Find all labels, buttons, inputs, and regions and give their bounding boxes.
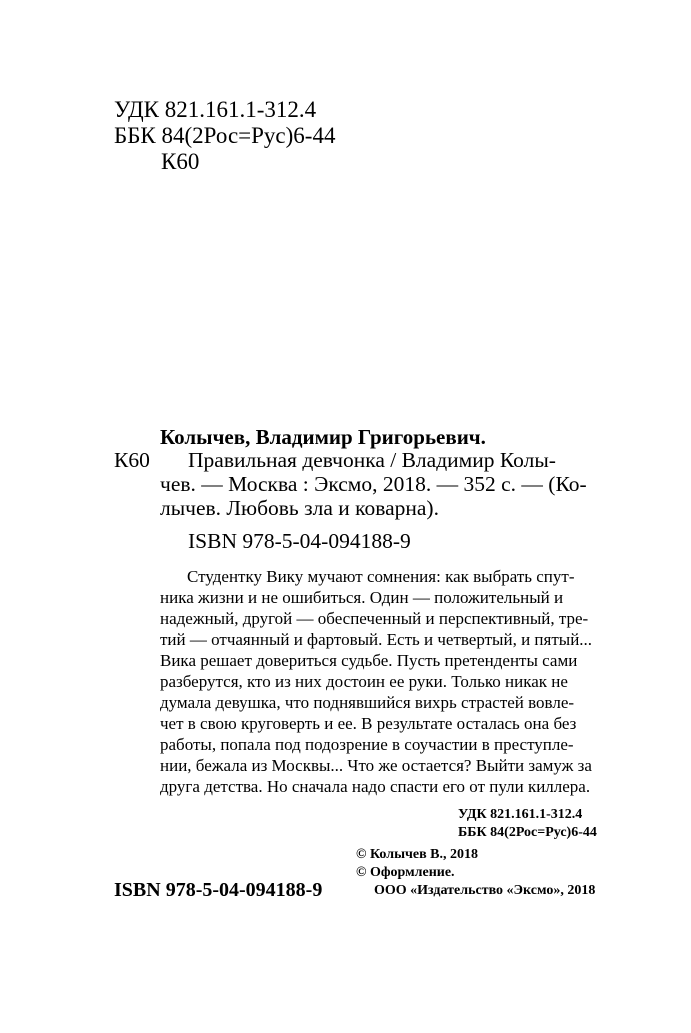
side-author-mark: К60	[114, 448, 150, 472]
annotation-line: Студентку Вику мучают сомнения: как выбрать спут-	[187, 567, 575, 586]
annotation-line: Вика решает довериться судьбе. Пусть претенденты сами	[160, 651, 578, 670]
udk-code-bottom: УДК 821.161.1-312.4	[458, 807, 583, 822]
annotation-line: работы, попала под подозрение в соучастии в преступле-	[160, 735, 574, 754]
bbk-code-bottom: ББК 84(2Рос=Рус)6-44	[458, 825, 597, 840]
annotation-line: думала девушка, что поднявшийся вихрь страстей вовле-	[160, 693, 575, 712]
annotation-line: друга детства. Но сначала надо спасти его от пули киллера.	[160, 777, 591, 796]
udk-code: УДК 821.161.1-312.4	[114, 97, 317, 122]
isbn-record: ISBN 978-5-04-094188-9	[188, 529, 411, 553]
biblio-line: чев. — Москва : Эксмо, 2018. — 352 с. — (Ко-	[160, 472, 587, 496]
annotation-line: чет в свою круговерть и ее. В результате осталась она без	[160, 714, 577, 733]
annotation-line: нии, бежала из Москвы... Что же остается? Выйти замуж за	[160, 756, 592, 775]
isbn-bottom: ISBN 978-5-04-094188-9	[114, 879, 323, 901]
copyright-author: © Колычев В., 2018	[356, 847, 479, 862]
biblio-line: Правильная девчонка / Владимир Колы-	[188, 448, 556, 472]
annotation-line: ника жизни и не ошибиться. Один — положительный и	[160, 588, 564, 607]
biblio-line: лычев. Любовь зла и коварна).	[160, 496, 439, 520]
copyright-publisher: ООО «Издательство «Эксмо», 2018	[374, 883, 596, 898]
copyright-design: © Оформление.	[356, 865, 455, 880]
annotation-line: тий — отчаянный и фартовый. Есть и четвертый, и пятый...	[160, 630, 593, 649]
author-mark: К60	[161, 149, 200, 174]
annotation-line: надежный, другой — обеспеченный и перспективный, тре-	[160, 609, 589, 628]
author-heading: Колычев, Владимир Григорьевич.	[160, 425, 486, 449]
annotation-line: разберутся, кто из них достоин ее руки. Только никак не	[160, 672, 568, 691]
bbk-code: ББК 84(2Рос=Рус)6-44	[114, 123, 336, 148]
